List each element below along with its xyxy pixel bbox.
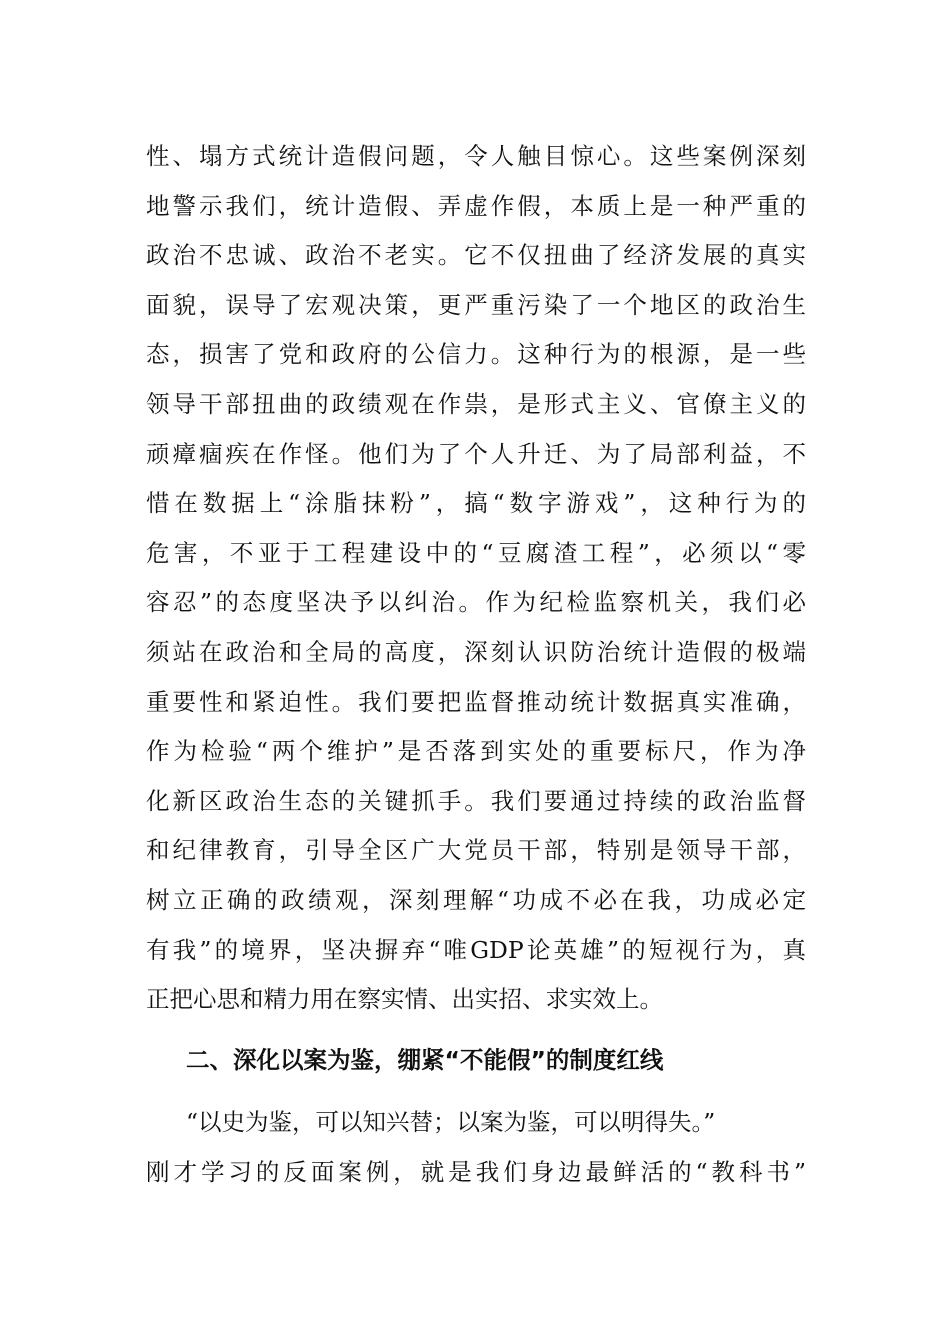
paragraph-line: 须站在政治和全局的高度，深刻认识防治统计造假的极端 (146, 637, 806, 666)
paragraph-line: 正把心思和精力用在察实情、出实招、求实效上。 (146, 985, 663, 1014)
paragraph-line: 树立正确的政绩观，深刻理解“功成不必在我，功成必定 (146, 885, 806, 914)
body-paragraph-2 (146, 1098, 806, 1197)
paragraph-line: 危害，不亚于工程建设中的“豆腐渣工程”，必须以“零 (146, 538, 806, 567)
paragraph-line: 和纪律教育，引导全区广大党员干部，特别是领导干部， (146, 836, 806, 865)
paragraph-line: 面貌，误导了宏观决策，更严重污染了一个地区的政治生 (146, 290, 806, 319)
section-heading-2: 二、深化以案为鉴，绷紧“不能假”的制度红线 (186, 1046, 664, 1074)
paragraph-line: 地警示我们，统计造假、弄虚作假，本质上是一种严重的 (146, 191, 806, 220)
paragraph-line: 重要性和紧迫性。我们要把监督推动统计数据真实准确， (146, 687, 806, 716)
paragraph-line: 政治不忠诚、政治不老实。它不仅扭曲了经济发展的真实 (146, 241, 806, 270)
paragraph-line: 领导干部扭曲的政绩观在作祟，是形式主义、官僚主义的 (146, 389, 806, 418)
paragraph-line: 作为检验“两个维护”是否落到实处的重要标尺，作为净 (146, 737, 806, 766)
body-paragraph-1 (146, 132, 806, 1025)
paragraph-line: 刚才学习的反面案例，就是我们身边最鲜活的“教科书” (146, 1157, 806, 1186)
paragraph-line: 有我”的境界，坚决摒弃“唯GDP论英雄”的短视行为，真 (146, 935, 806, 964)
paragraph-line: 容忍”的态度坚决予以纠治。作为纪检监察机关，我们必 (146, 588, 806, 617)
paragraph-line: “以史为鉴，可以知兴替；以案为鉴，可以明得失。” (186, 1108, 716, 1136)
paragraph-line: 惜在数据上“涂脂抹粉”，搞“数字游戏”，这种行为的 (146, 489, 806, 518)
paragraph-line: 性、塌方式统计造假问题，令人触目惊心。这些案例深刻 (146, 142, 806, 170)
paragraph-line: 顽瘴痼疾在作怪。他们为了个人升迁、为了局部利益，不 (146, 439, 806, 468)
paragraph-line: 化新区政治生态的关键抓手。我们要通过持续的政治监督 (146, 786, 806, 815)
paragraph-line: 态，损害了党和政府的公信力。这种行为的根源，是一些 (146, 340, 806, 369)
